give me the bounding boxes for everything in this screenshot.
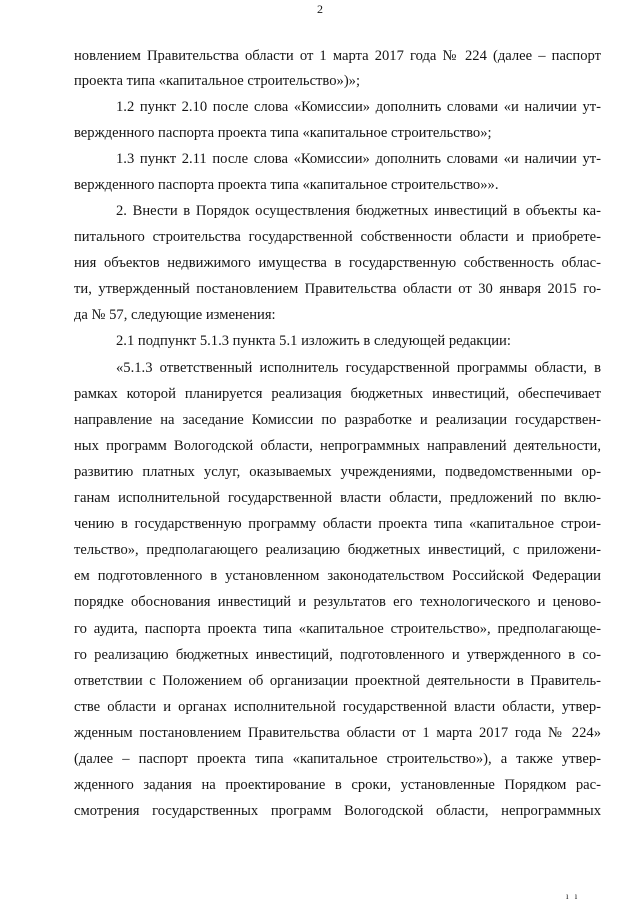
text-line: питального строительства государственной собственности области и приобрете-	[74, 229, 601, 245]
text-line: ния объектов недвижимого имущества в государственную собственность облас-	[74, 255, 601, 271]
text-line: смотрения государственных программ Вологодской области, непрограммных	[74, 803, 601, 819]
text-line: ных программ Вологодской области, непрограммных направлений деятельности,	[74, 438, 601, 454]
text-line: 1.3 пункт 2.11 после слова «Комиссии» дополнить словами «и наличии ут-	[116, 151, 601, 167]
text-line: да № 57, следующие изменения:	[74, 307, 276, 323]
text-line: жденным постановлением Правительства области от 1 марта 2017 года № 224»	[74, 725, 601, 741]
text-line: порядке обоснования инвестиций и результатов его технологического и ценово-	[74, 594, 601, 610]
text-line: ответствии с Положением об организации проектной деятельности в Правитель-	[74, 673, 601, 689]
text-line: ти, утвержденный постановлением Правительства области от 30 января 2015 го-	[74, 281, 601, 297]
text-line: направление на заседание Комиссии по разработке и реализации государствен-	[74, 412, 601, 428]
text-line: жденного задания на проектирование в сроки, установленные Порядком рас-	[74, 777, 601, 793]
text-line: го аудита, паспорта проекта типа «капитальное строительство», предполагающе-	[74, 621, 601, 637]
text-line: 1.2 пункт 2.10 после слова «Комиссии» дополнить словами «и наличии ут-	[116, 99, 601, 115]
text-line: ем подготовленного в установленном законодательством Российской Федерации	[74, 568, 601, 584]
text-line: рамках которой планируется реализация бюджетных инвестиций, обеспечивает	[74, 386, 601, 402]
text-line: 2.1 подпункт 5.1.3 пункта 5.1 изложить в следующей редакции:	[116, 333, 511, 349]
text-line: (далее – паспорт проекта типа «капитальное строительство»), а также утвер-	[74, 751, 601, 767]
text-line: развитию платных услуг, оказываемых учреждениями, подведомственными ор-	[74, 464, 601, 480]
text-line: новлением Правительства области от 1 марта 2017 года № 224 (далее – паспорт	[74, 48, 601, 64]
text-line: проекта типа «капитальное строительство»)»;	[74, 73, 361, 89]
text-line: стве области и органах исполнительной государственной власти области, утвер-	[74, 699, 601, 715]
text-line: го реализацию бюджетных инвестиций, подготовленного и утвержденного в со-	[74, 647, 601, 663]
text-line: 2. Внести в Порядок осуществления бюджетных инвестиций в объекты ка-	[116, 203, 601, 219]
text-line: вержденного паспорта проекта типа «капитальное строительство»;	[74, 125, 492, 141]
page-number: 2	[317, 2, 323, 16]
text-line: вержденного паспорта проекта типа «капитальное строительство»».	[74, 177, 499, 193]
text-line: ганам исполнительной государственной власти области, предложений по вклю-	[74, 490, 601, 506]
text-line: чению в государственную программу области проекта типа «капитальное строи-	[74, 516, 601, 532]
corner-mark: ı ı	[566, 891, 580, 901]
text-line: «5.1.3 ответственный исполнитель государственной программы области, в	[116, 360, 601, 376]
text-line: тельство», предполагающего реализацию бюджетных инвестиций, с приложени-	[74, 542, 601, 558]
